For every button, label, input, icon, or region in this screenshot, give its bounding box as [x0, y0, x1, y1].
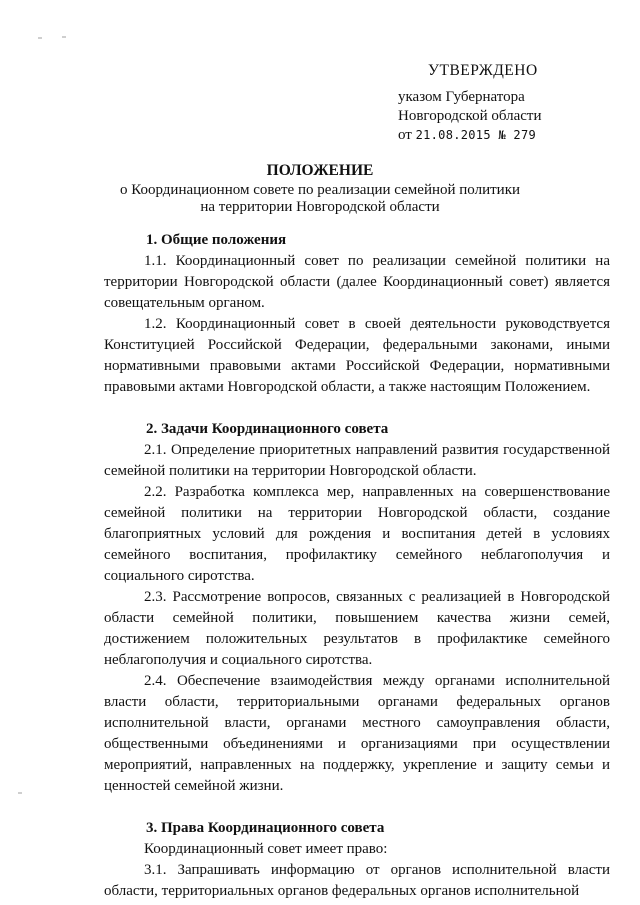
date-stamp: 21.08.2015 № 279 [415, 128, 537, 142]
paragraph: 2.1. Определение приоритетных направлений развития государственной семейной политики на территории Новгородской области. [104, 442, 610, 479]
approval-line: указом Губернатора [398, 89, 525, 105]
document-title: ПОЛОЖЕНИЕ [266, 162, 374, 179]
paragraph: 2.2. Разработка комплекса мер, направленных на совершенствование семейной политики на территории Новгородской области, создание благоприятных условий для рождения и воспитания детей в условиях семейного воспитания, профилактику семейного неблагополучия и социального сиротства. [104, 484, 610, 584]
document-body [104, 230, 610, 902]
document-subtitle: о Координационном совете по реализации семейной политики [119, 182, 521, 198]
approval-heading: УТВЕРЖДЕНО [428, 62, 538, 79]
section-heading: 1. Общие положения [146, 232, 287, 248]
paragraph: 1.2. Координационный совет в своей деятельности руководствуется Конституцией Российской Федерации, федеральными законами, иными нормативными правовыми актами Российской Федерации, нормативными правовыми актами Новгородской области, а также настоящим Положением. [104, 316, 610, 395]
date-prefix: от [398, 127, 412, 143]
paragraph: 1.1. Координационный совет по реализации семейной политики на территории Новгородской области (далее Координационный совет) является совещательным органом. [104, 253, 610, 311]
approval-date [398, 126, 618, 145]
approval-line: Новгородской области [398, 108, 542, 124]
section-heading: 2. Задачи Координационного совета [146, 421, 389, 437]
scan-mark [38, 37, 42, 39]
paragraph: 2.3. Рассмотрение вопросов, связанных с реализацией в Новгородской области семейной политики, повышением качества жизни семей, достижением положительных результатов в профилактике семейного неблагополучия и социального сиротства. [104, 589, 610, 668]
paragraph: 2.4. Обеспечение взаимодействия между органами исполнительной власти области, территориальными органами федеральных органов исполнительной власти, органами местного самоуправления области, общественными объединениями и организациями при осуществлении мероприятий, направленных на поддержку, укрепление и защиту семьи и ценностей семейной жизни. [104, 673, 610, 794]
document-subtitle: на территории Новгородской области [200, 199, 440, 215]
paragraph: 3.1. Запрашивать информацию от органов исполнительной власти области, территориальных органов федеральных органов исполнительной [104, 862, 610, 899]
approval-block [398, 62, 618, 145]
document-title-block [100, 162, 540, 216]
scan-mark [18, 792, 22, 794]
scan-mark [62, 36, 66, 38]
paragraph: Координационный совет имеет право: [144, 841, 388, 857]
section-heading: 3. Права Координационного совета [146, 820, 385, 836]
